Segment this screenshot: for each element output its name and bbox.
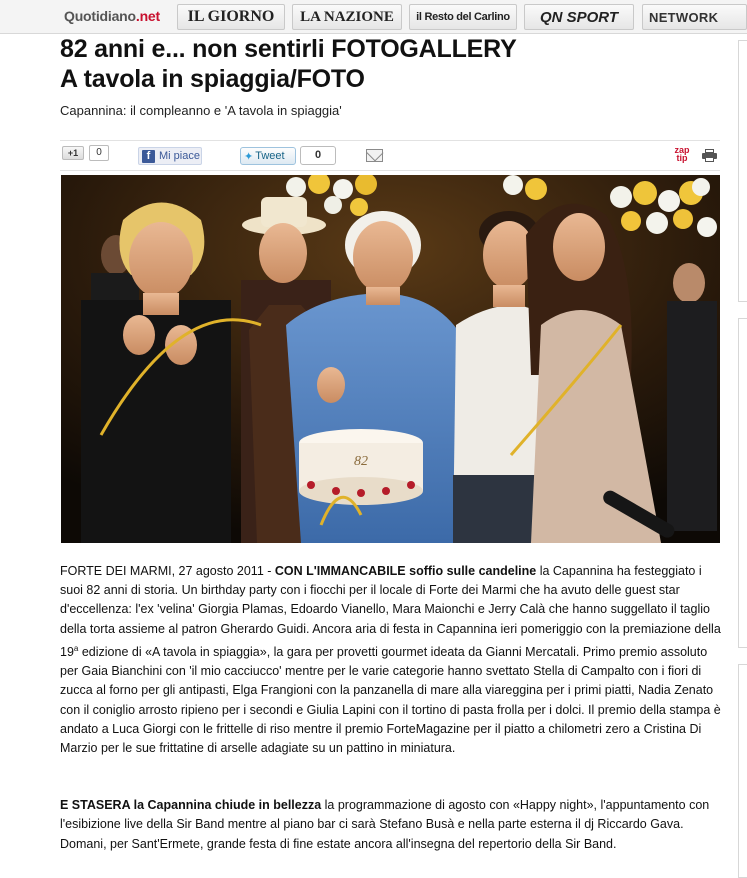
- article-dateline: FORTE DEI MARMI, 27 agosto 2011 -: [60, 564, 275, 578]
- tab-il-giorno[interactable]: IL GIORNO: [177, 4, 285, 30]
- facebook-like-label: Mi piace: [159, 150, 200, 162]
- article-photo[interactable]: [61, 175, 720, 543]
- article-text-second: la programmazione di agosto con «Happy night», l'appuntamento con l'esibizione live della Sir Band mentre al piano bar ci sarà Stefano Busà e nella parte esterna il dj Riccardo Gava. Domani, per Sant'Ermete, grande festa di fine estate ancora all'insegna del repertorio della Sir Band.: [60, 798, 710, 851]
- party-photo-illustration: [61, 175, 720, 543]
- cake-writing: 82: [354, 454, 368, 469]
- network-bar: [0, 0, 747, 34]
- tab-resto-del-carlino[interactable]: il Resto del Carlino: [409, 4, 517, 30]
- facebook-like-button[interactable]: [138, 147, 202, 165]
- tweet-count: 0: [300, 146, 336, 165]
- right-rail-box: [738, 40, 747, 302]
- article-title-second-line: A tavola in spiaggia/FOTO: [60, 65, 365, 93]
- brand-name: Quotidiano: [64, 8, 136, 24]
- article-text-continued: edizione di «A tavola in spiaggia», la gara per provetti gourmet ideata da Gianni Mercatali. Primo premio assoluto per Gaia Bianchini con 'il mio cacciucco' mentre per le varie categorie hanno svettato Stella di Campalto con i fiori di zucca al forno per gli antipasti, Elga Frangioni con la panzanella di mare alla viareggina per i primi piatti, Nadia Zenato con il coniglio arrosto ripieno per i secondi e Giulia Lapini con il tortino di pasta frolla per i dolci. Il premio della stampa è andato a Luca Giorgi con le frittelle di riso mentre il premio ForteMagazine per il piatto a chilometri zero a Cristina Di Marzio per le sue frittatine di arselle adagiate su un pattino in miniatura.: [60, 644, 721, 755]
- article-paragraph: [60, 562, 728, 758]
- tweet-label: Tweet: [255, 150, 285, 162]
- facebook-icon: f: [142, 150, 155, 163]
- article-lead-second: E STASERA la Capannina chiude in bellezza: [60, 798, 322, 813]
- article-body: [60, 562, 728, 854]
- right-rail-box: [738, 664, 747, 878]
- article-title: 82 anni e... non sentirli FOTOGALLERY: [60, 35, 517, 63]
- article-text: la Capannina ha festeggiato i suoi 82 anni di storia. Un birthday party con i fiocchi per il locale di Forte dei Marmi che ha avuto delle guest star d'eccellenza: l'ex 'velina' Giorgia Plamas, Edoardo Vianello, Mara Maionchi e Jerry Calà che hanno suggellato il taglio della torta assieme al patron Gherardo Guidi. Ancora aria di festa in Capannina ieri pomeriggio con la premiazione della 19: [60, 564, 721, 659]
- divider: [60, 170, 720, 171]
- google-plus-count: 0: [89, 145, 109, 161]
- birthday-cake: [299, 429, 423, 505]
- tab-qn-sport[interactable]: QN SPORT: [524, 4, 634, 30]
- twitter-bird-icon: ✦: [244, 150, 254, 163]
- email-share-icon[interactable]: [366, 149, 383, 162]
- brand-logo[interactable]: [64, 8, 160, 24]
- article-paragraph: [60, 796, 728, 854]
- google-plus-button[interactable]: +1: [62, 146, 84, 160]
- article-subtitle: Capannina: il compleanno e 'A tavola in spiaggia': [60, 103, 342, 118]
- right-rail-box: [738, 318, 747, 648]
- ordinal-suffix: a: [73, 643, 79, 653]
- tweet-button[interactable]: [240, 147, 296, 165]
- brand-suffix: .net: [135, 8, 160, 24]
- print-icon-paper: [705, 157, 714, 162]
- zap-tip-icon[interactable]: zap tip: [674, 145, 690, 163]
- tab-network[interactable]: NETWORK: [642, 4, 747, 30]
- print-icon[interactable]: [702, 149, 717, 162]
- article-lead: CON L'IMMANCABILE soffio sulle candeline: [274, 564, 537, 578]
- divider: [60, 140, 720, 141]
- tab-la-nazione[interactable]: LA NAZIONE: [292, 4, 402, 30]
